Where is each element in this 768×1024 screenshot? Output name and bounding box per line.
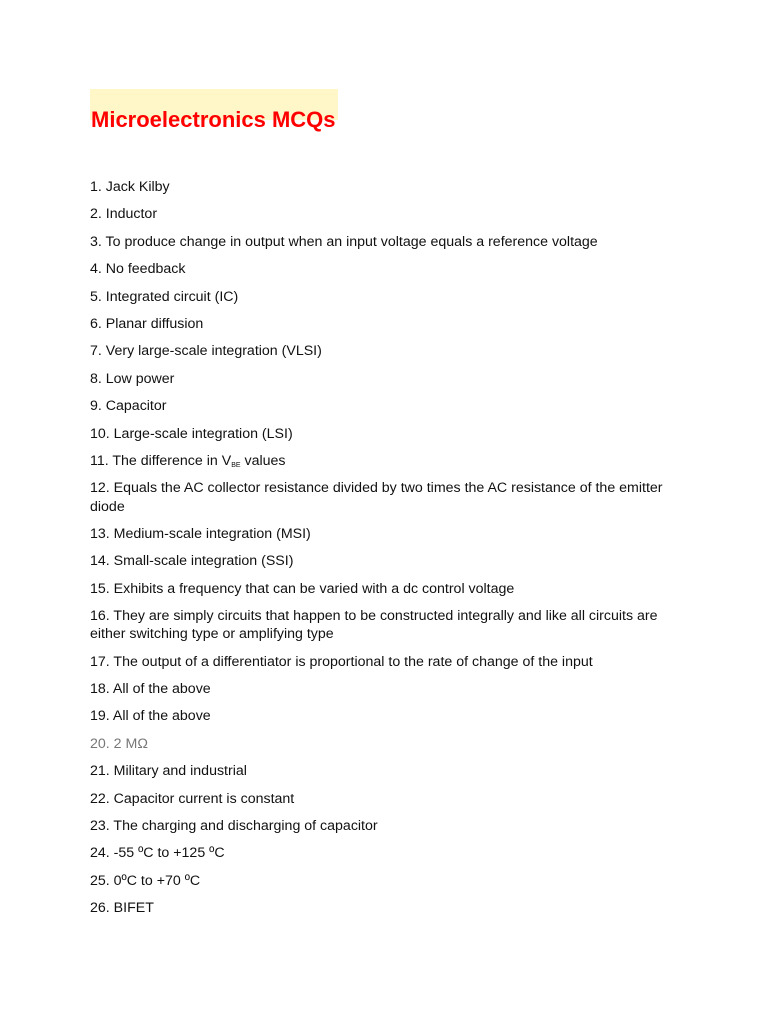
answer-11-before: 11. The difference in V bbox=[90, 452, 232, 469]
answer-26: 26. BIFET bbox=[90, 900, 154, 917]
answer-list bbox=[90, 178, 690, 927]
answer-2: 2. Inductor bbox=[90, 206, 158, 223]
answer-8: 8. Low power bbox=[90, 370, 175, 387]
answer-11-after: values bbox=[240, 452, 286, 469]
answer-7: 7. Very large-scale integration (VLSI) bbox=[90, 343, 322, 360]
answer-24: 24. -55 ºC to +125 ºC bbox=[90, 845, 225, 862]
answer-22: 22. Capacitor current is constant bbox=[90, 790, 295, 807]
answer-5: 5. Integrated circuit (IC) bbox=[90, 288, 239, 305]
answer-18: 18. All of the above bbox=[90, 681, 211, 698]
answer-16: 16. They are simply circuits that happen to be constructed integrally and like all circuits are either switching type or amplifying type bbox=[90, 608, 658, 643]
title-highlight bbox=[90, 89, 338, 132]
answer-14: 14. Small-scale integration (SSI) bbox=[90, 553, 294, 570]
answer-11 bbox=[90, 452, 690, 470]
answer-13: 13. Medium-scale integration (MSI) bbox=[90, 525, 311, 542]
answer-4: 4. No feedback bbox=[90, 261, 186, 278]
answer-15: 15. Exhibits a frequency that can be varied with a dc control voltage bbox=[90, 580, 515, 597]
answer-12: 12. Equals the AC collector resistance divided by two times the AC resistance of the emitter diode bbox=[90, 480, 663, 515]
document-title: Microelectronics MCQs bbox=[91, 106, 336, 132]
answer-25: 25. 0ºC to +70 ºC bbox=[90, 872, 201, 889]
answer-21: 21. Military and industrial bbox=[90, 763, 247, 780]
answer-10: 10. Large-scale integration (LSI) bbox=[90, 425, 293, 442]
answer-6: 6. Planar diffusion bbox=[90, 315, 204, 332]
answer-1: 1. Jack Kilby bbox=[90, 179, 170, 195]
answer-23: 23. The charging and discharging of capacitor bbox=[90, 818, 378, 834]
answer-20: 20. 2 MΩ bbox=[90, 735, 148, 752]
answer-3: 3. To produce change in output when an input voltage equals a reference voltage bbox=[90, 233, 598, 250]
answer-17: 17. The output of a differentiator is proportional to the rate of change of the input bbox=[90, 653, 593, 670]
answer-19: 19. All of the above bbox=[90, 708, 211, 725]
answer-9: 9. Capacitor bbox=[90, 398, 167, 415]
vbe-subscript: BE bbox=[231, 461, 241, 469]
